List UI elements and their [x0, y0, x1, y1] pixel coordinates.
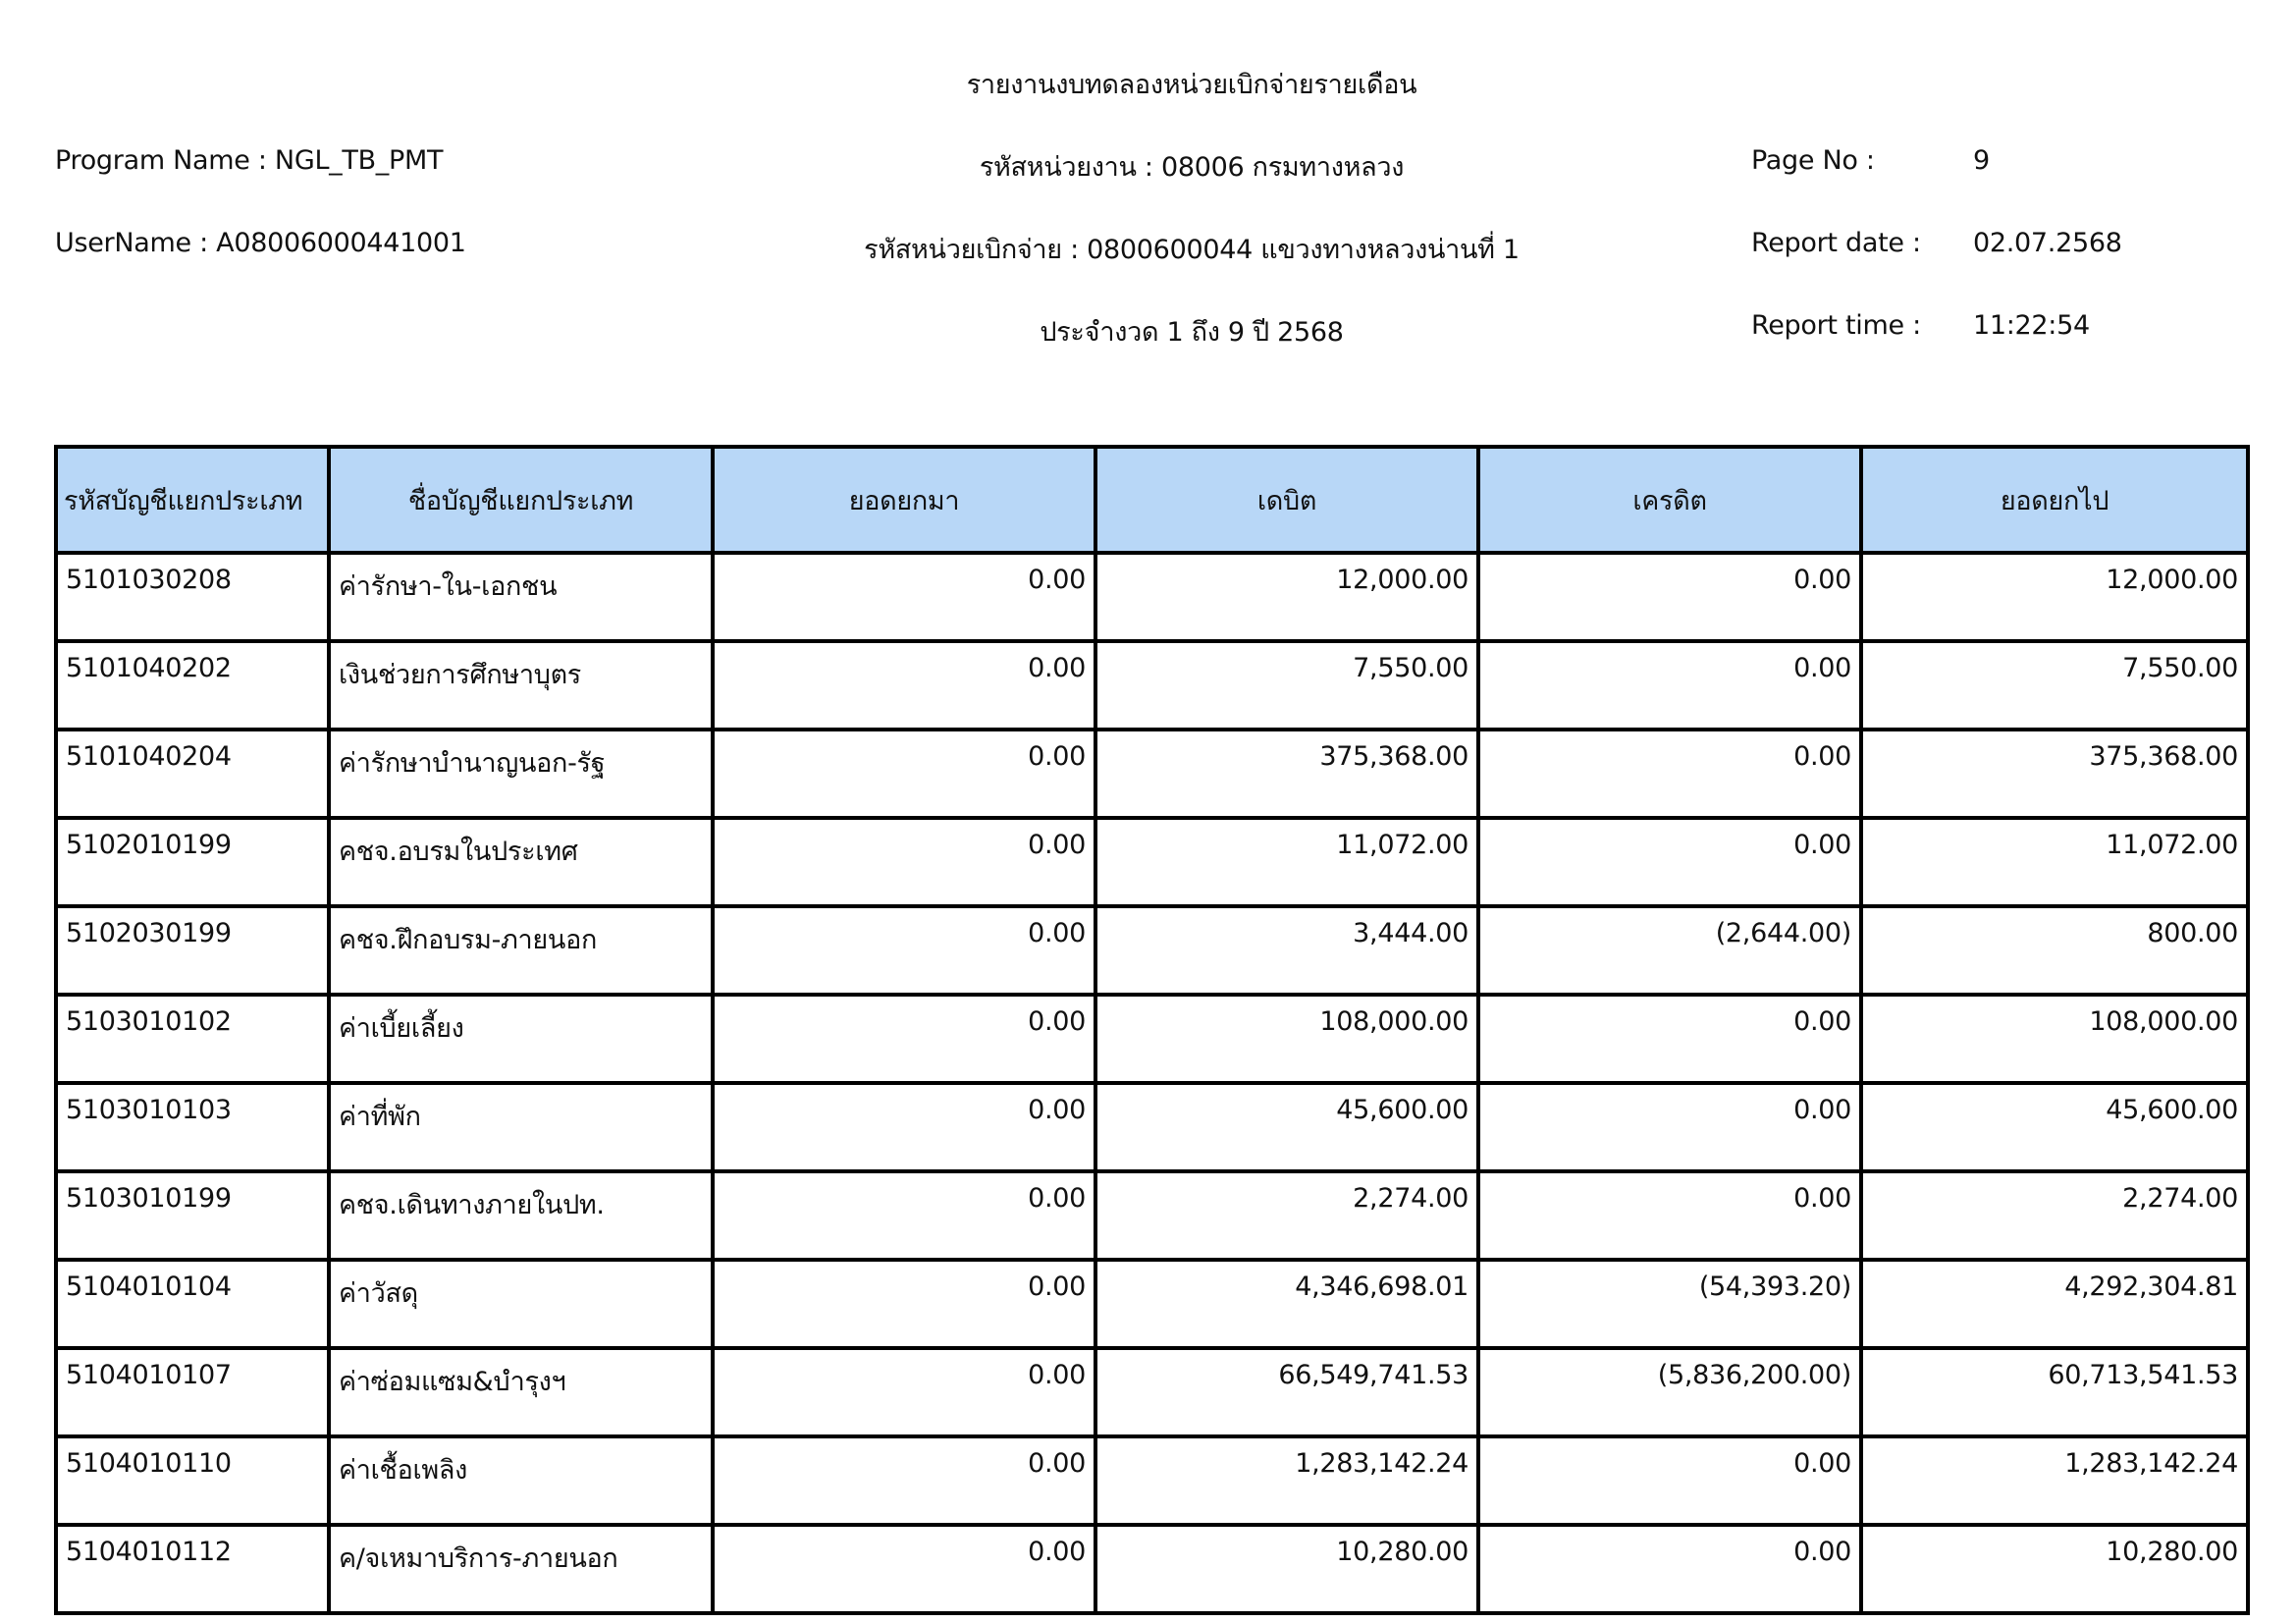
- debit-cell: 7,550.00: [1095, 641, 1478, 730]
- debit-cell: 108,000.00: [1095, 995, 1478, 1083]
- account-code-cell: 5101030208: [56, 553, 329, 641]
- account-code-cell: 5102030199: [56, 906, 329, 995]
- credit-cell: (2,644.00): [1478, 906, 1861, 995]
- credit-cell: (54,393.20): [1478, 1260, 1861, 1348]
- account-name-cell: ค่ารักษาบำนาญนอก-รัฐ: [329, 730, 713, 818]
- account-code-cell: 5104010112: [56, 1525, 329, 1613]
- debit-cell: 12,000.00: [1095, 553, 1478, 641]
- trial-balance-table: [54, 445, 2250, 1615]
- carried-forward-cell: 375,368.00: [1861, 730, 2248, 818]
- credit-cell: 0.00: [1478, 995, 1861, 1083]
- account-code-cell: 5104010110: [56, 1436, 329, 1525]
- account-name-cell: คชจ.อบรมในประเทศ: [329, 818, 713, 906]
- debit-cell: 4,346,698.01: [1095, 1260, 1478, 1348]
- table-row: [56, 818, 2248, 906]
- column-header-debit: เดบิต: [1095, 447, 1478, 553]
- account-name-cell: ค่าวัสดุ: [329, 1260, 713, 1348]
- brought-forward-cell: 0.00: [713, 818, 1095, 906]
- debit-cell: 2,274.00: [1095, 1171, 1478, 1260]
- table-row: [56, 1260, 2248, 1348]
- report-date-value: 02.07.2568: [1973, 228, 2122, 258]
- brought-forward-cell: 0.00: [713, 906, 1095, 995]
- table-row: [56, 906, 2248, 995]
- column-header-carried-forward: ยอดยกไป: [1861, 447, 2248, 553]
- table-row: [56, 1525, 2248, 1613]
- account-name-cell: ค่าเชื้อเพลิง: [329, 1436, 713, 1525]
- account-code-cell: 5101040202: [56, 641, 329, 730]
- account-code-cell: 5103010103: [56, 1083, 329, 1171]
- agency-code-line: รหัสหน่วยงาน : 08006 กรมทางหลวง: [979, 152, 1405, 183]
- brought-forward-cell: 0.00: [713, 1260, 1095, 1348]
- account-code-cell: 5104010104: [56, 1260, 329, 1348]
- carried-forward-cell: 60,713,541.53: [1861, 1348, 2248, 1436]
- carried-forward-cell: 7,550.00: [1861, 641, 2248, 730]
- credit-cell: 0.00: [1478, 553, 1861, 641]
- brought-forward-cell: 0.00: [713, 641, 1095, 730]
- table-row: [56, 995, 2248, 1083]
- credit-cell: 0.00: [1478, 641, 1861, 730]
- table-body: [56, 553, 2248, 1613]
- column-header-brought-forward: ยอดยกมา: [713, 447, 1095, 553]
- brought-forward-cell: 0.00: [713, 730, 1095, 818]
- account-code-cell: 5101040204: [56, 730, 329, 818]
- debit-cell: 11,072.00: [1095, 818, 1478, 906]
- table-row: [56, 730, 2248, 818]
- table-row: [56, 1348, 2248, 1436]
- carried-forward-cell: 12,000.00: [1861, 553, 2248, 641]
- page-no-label: Page No :: [1751, 145, 1875, 176]
- credit-cell: 0.00: [1478, 1083, 1861, 1171]
- table-row: [56, 641, 2248, 730]
- account-code-cell: 5103010102: [56, 995, 329, 1083]
- brought-forward-cell: 0.00: [713, 995, 1095, 1083]
- report-date-label: Report date :: [1751, 228, 1921, 258]
- debit-cell: 45,600.00: [1095, 1083, 1478, 1171]
- brought-forward-cell: 0.00: [713, 1171, 1095, 1260]
- debit-cell: 375,368.00: [1095, 730, 1478, 818]
- account-name-cell: ค่าเบี้ยเลี้ยง: [329, 995, 713, 1083]
- report-title: รายงานงบทดลองหน่วยเบิกจ่ายรายเดือน: [966, 70, 1417, 100]
- account-name-cell: ค/จเหมาบริการ-ภายนอก: [329, 1525, 713, 1613]
- carried-forward-cell: 10,280.00: [1861, 1525, 2248, 1613]
- program-name: Program Name : NGL_TB_PMT: [55, 145, 444, 176]
- debit-cell: 3,444.00: [1095, 906, 1478, 995]
- account-name-cell: คชจ.เดินทางภายในปท.: [329, 1171, 713, 1260]
- debit-cell: 1,283,142.24: [1095, 1436, 1478, 1525]
- account-name-cell: ค่าที่พัก: [329, 1083, 713, 1171]
- brought-forward-cell: 0.00: [713, 1436, 1095, 1525]
- report-time-label: Report time :: [1751, 310, 1921, 341]
- column-header-account-code: รหัสบัญชีแยกประเภท: [56, 447, 329, 553]
- column-header-account-name: ชื่อบัญชีแยกประเภท: [329, 447, 713, 553]
- brought-forward-cell: 0.00: [713, 1525, 1095, 1613]
- credit-cell: 0.00: [1478, 1436, 1861, 1525]
- user-name: UserName : A08006000441001: [55, 228, 466, 258]
- account-name-cell: เงินช่วยการศึกษาบุตร: [329, 641, 713, 730]
- period-line: ประจำงวด 1 ถึง 9 ปี 2568: [1040, 317, 1344, 348]
- account-code-cell: 5104010107: [56, 1348, 329, 1436]
- brought-forward-cell: 0.00: [713, 553, 1095, 641]
- table-row: [56, 1083, 2248, 1171]
- table-row: [56, 553, 2248, 641]
- brought-forward-cell: 0.00: [713, 1348, 1095, 1436]
- table-row: [56, 1171, 2248, 1260]
- table-row: [56, 1436, 2248, 1525]
- account-code-cell: 5103010199: [56, 1171, 329, 1260]
- account-code-cell: 5102010199: [56, 818, 329, 906]
- credit-cell: 0.00: [1478, 730, 1861, 818]
- debit-cell: 10,280.00: [1095, 1525, 1478, 1613]
- carried-forward-cell: 45,600.00: [1861, 1083, 2248, 1171]
- column-header-credit: เครดิต: [1478, 447, 1861, 553]
- carried-forward-cell: 4,292,304.81: [1861, 1260, 2248, 1348]
- account-name-cell: คชจ.ฝึกอบรม-ภายนอก: [329, 906, 713, 995]
- account-name-cell: ค่ารักษา-ใน-เอกชน: [329, 553, 713, 641]
- credit-cell: 0.00: [1478, 1171, 1861, 1260]
- debit-cell: 66,549,741.53: [1095, 1348, 1478, 1436]
- report-time-value: 11:22:54: [1973, 310, 2090, 341]
- credit-cell: 0.00: [1478, 818, 1861, 906]
- credit-cell: 0.00: [1478, 1525, 1861, 1613]
- carried-forward-cell: 1,283,142.24: [1861, 1436, 2248, 1525]
- page-no-value: 9: [1973, 145, 1990, 176]
- account-name-cell: ค่าซ่อมแซม&บำรุงฯ: [329, 1348, 713, 1436]
- table-header-row: [56, 447, 2248, 553]
- carried-forward-cell: 11,072.00: [1861, 818, 2248, 906]
- carried-forward-cell: 2,274.00: [1861, 1171, 2248, 1260]
- credit-cell: (5,836,200.00): [1478, 1348, 1861, 1436]
- carried-forward-cell: 108,000.00: [1861, 995, 2248, 1083]
- disbursement-unit-line: รหัสหน่วยเบิกจ่าย : 0800600044 แขวงทางหลวงน่านที่ 1: [864, 235, 1520, 265]
- brought-forward-cell: 0.00: [713, 1083, 1095, 1171]
- carried-forward-cell: 800.00: [1861, 906, 2248, 995]
